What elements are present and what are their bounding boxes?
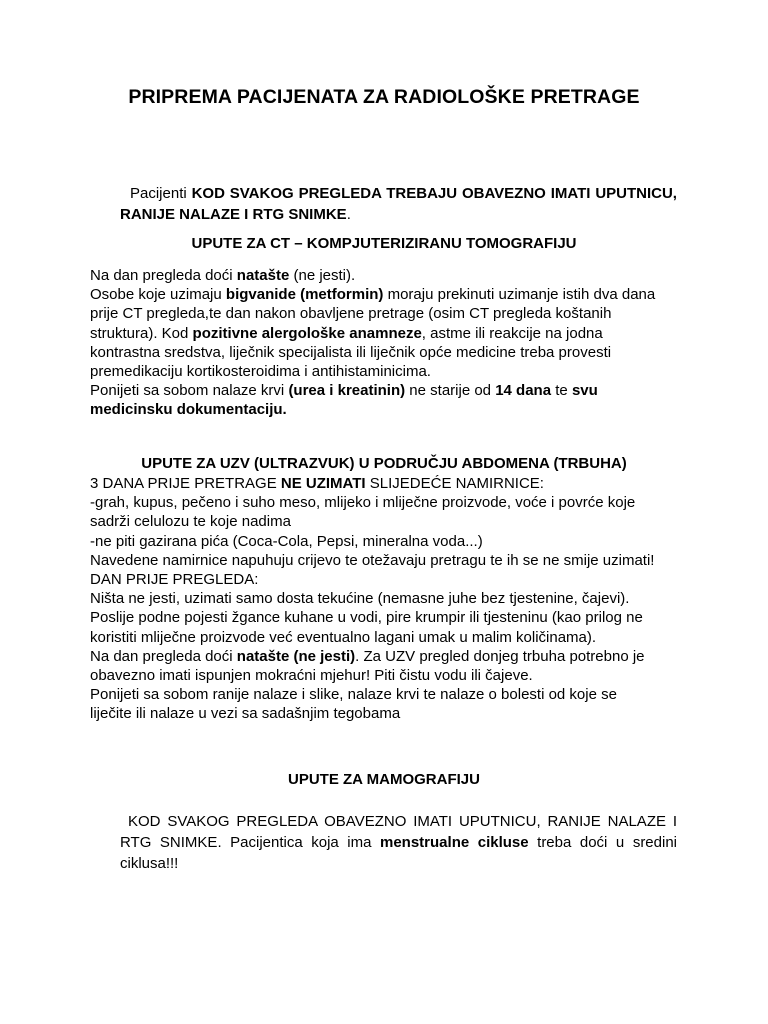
uzv-line: obavezno imati ispunjen mokraćni mjehur! Piti čistu vodu ili čajeve. [90,667,533,685]
ct-heading: UPUTE ZA CT – KOMPJUTERIZIRANU TOMOGRAFIJU [191,235,577,252]
uzv-line: Poslije podne pojesti žgance kuhane u vodi, pire krumpir ili tjesteninu (kao prilog ne [90,609,643,627]
ct-line: medicinsku dokumentaciju. [90,401,287,419]
uzv-line: Ponijeti sa sobom ranije nalaze i slike, nalaze krvi te nalaze o bolesti od koje se [90,686,617,704]
uzv-line: 3 DANA PRIJE PRETRAGE NE UZIMATI SLIJEDEĆE NAMIRNICE: [90,475,544,492]
intro-paragraph [120,183,677,225]
uzv-line: Navedene namirnice napuhuju crijevo te otežavaju pretragu te ih se ne smije uzimati! [90,551,655,569]
ct-section [90,266,690,420]
uzv-line: Ništa ne jesti, uzimati samo dosta tekućine (nemasne juhe bez tjestenine, čajevi). [90,590,630,608]
ct-line: Ponijeti sa sobom nalaze krvi (urea i kreatinin) ne starije od 14 dana te svu [90,382,598,400]
uzv-line: -grah, kupus, pečeno i suho meso, mlijeko i mliječne proizvode, voće i povrće koje [90,494,636,512]
intro-bold: KOD SVAKOG PREGLEDA TREBAJU OBAVEZNO IMATI UPUTNICU, RANIJE NALAZE I RTG SNIMKE [120,185,677,223]
ct-line: prije CT pregleda,te dan nakon obavljene pretrage (osim CT pregleda koštanih [90,305,612,323]
uzv-heading: UPUTE ZA UZV (ULTRAZVUK) U PODRUČJU ABDOMENA (TRBUHA) [141,455,627,472]
mamo-text: KOD SVAKOG PREGLEDA OBAVEZNO IMATI UPUTNICU, RANIJE NALAZE I RTG SNIMKE. Pacijentica koja ima [120,813,677,851]
ct-line: Na dan pregleda doći natašte (ne jesti). [90,267,356,284]
uzv-section [90,474,690,724]
document-title: PRIPREMA PACIJENATA ZA RADIOLOŠKE PRETRAGE [128,86,640,108]
uzv-line: sadrži celulozu te koje nadima [90,513,291,531]
ct-line: premedikaciju kortikosteroidima i antihistaminicima. [90,363,431,381]
ct-line: struktura). Kod pozitivne alergološke anamneze, astme ili reakcije na jodna [90,324,603,342]
uzv-line: DAN PRIJE PREGLEDA: [90,571,259,589]
ct-line: Osobe koje uzimaju bigvanide (metformin) moraju prekinuti uzimanje istih dva dana [90,286,656,304]
ct-line: kontrastna sredstva, liječnik specijalista ili liječnik opće medicine treba provesti [90,343,612,361]
mamo-heading: UPUTE ZA MAMOGRAFIJU [288,771,480,788]
mamo-bold: menstrualne cikluse [380,834,529,851]
mamo-end: treba doći u sredini ciklusa!!! [120,834,678,872]
uzv-line: koristiti mliječne proizvode već eventualno lagani umak u malim količinama). [90,628,597,646]
uzv-line: Na dan pregleda doći natašte (ne jesti). Za UZV pregled donjeg trbuha potrebno je [90,647,645,665]
uzv-line: liječite ili nalaze u vezi sa sadašnjim tegobama [90,705,401,723]
intro-text: Pacijenti [130,185,192,202]
uzv-line: -ne piti gazirana pića (Coca-Cola, Pepsi, mineralna voda...) [90,532,483,550]
mamo-paragraph [120,811,677,874]
intro-end: . [346,206,351,223]
